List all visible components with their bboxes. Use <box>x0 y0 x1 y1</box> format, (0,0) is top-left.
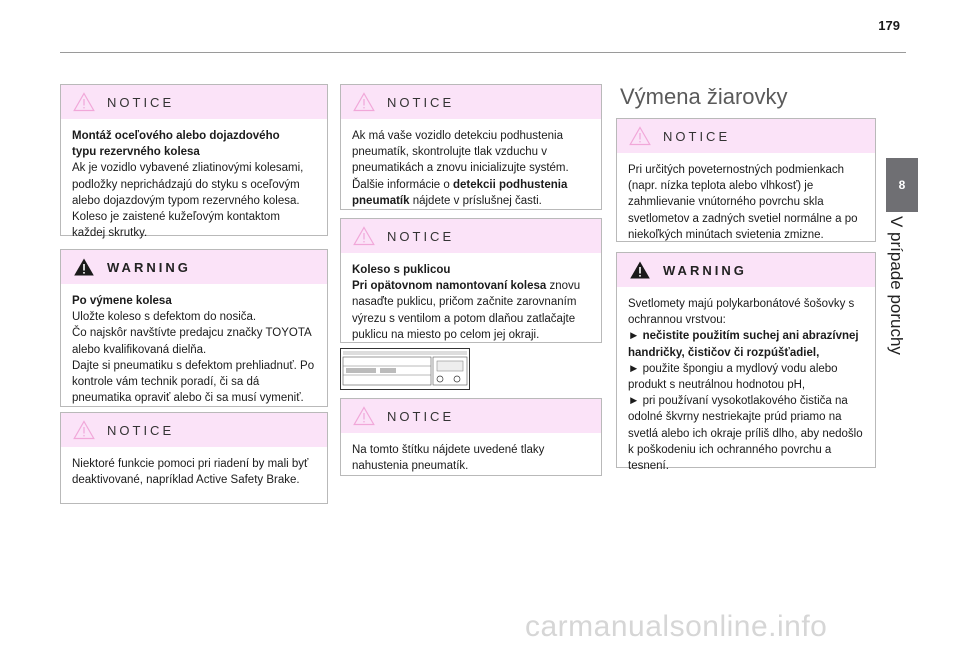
warning-text: Uložte koleso s defektom do nosiča. <box>72 311 257 324</box>
warning-box <box>60 249 328 407</box>
notice-box <box>340 218 602 343</box>
watermark: carmanualsonline.info <box>525 610 828 643</box>
notice-text: znovu nasaďte puklicu, pričom začnite zarovnaním výrezu s ventilom a potom dlaňou zatlačajte puklicu na miesto po celom jej okraji. <box>352 280 581 341</box>
warning-bullet: nečistite použitím suchej ani abrazívnej handričky, čističov či rozpúšťadiel, <box>628 330 859 359</box>
warning-bullet: pri používaní vysokotlakového čističa na odolné škvrny nestriekajte prúd priamo na svetlá alebo ich okraje príliš dlho, aby nedošlo k poškodeniu ich ochranného povrchu a tesnení. <box>628 395 863 473</box>
tire-pressure-label-image <box>340 348 470 390</box>
top-rule <box>60 52 906 53</box>
notice-triangle-icon <box>629 126 651 146</box>
notice-triangle-icon <box>353 406 375 426</box>
notice-box <box>340 84 602 210</box>
bullet-arrow-icon: ► <box>628 330 643 343</box>
notice-label: NOTICE <box>107 94 175 110</box>
warning-triangle-icon <box>73 257 95 277</box>
warning-heading: Po výmene kolesa <box>72 295 172 307</box>
warning-header <box>61 250 327 284</box>
bullet-arrow-icon: ► <box>628 395 643 408</box>
chapter-title <box>887 216 922 366</box>
chapter-title-text: V prípade poruchy <box>887 216 906 355</box>
warning-text: Dajte si pneumatiku s defektom prehliadnuť. Po kontrole vám technik poradí, či sa dá pneumatika opraviť alebo či sa musí vymeniť. <box>72 359 315 405</box>
notice-heading: Koleso s puklicou <box>352 264 451 276</box>
notice-text: nájdete v príslušnej časti. <box>409 194 542 207</box>
notice-text: Na tomto štítku nájdete uvedené tlaky nahustenia pneumatík. <box>352 444 545 473</box>
warning-bullet: použite špongiu a mydlový vodu alebo produkt s neutrálnou hodnotou pH, <box>628 362 838 392</box>
warning-box <box>616 252 876 473</box>
warning-header <box>617 253 875 287</box>
notice-triangle-icon <box>73 92 95 112</box>
notice-header <box>61 413 327 447</box>
notice-lead: Pri opätovnom namontovaní kolesa <box>352 280 547 293</box>
notice-triangle-icon <box>73 420 95 440</box>
notice-triangle-icon <box>353 92 375 112</box>
notice-link-text: detekcii podhustenia pneumatík <box>352 178 568 207</box>
chapter-tab[interactable]: 8 <box>886 158 918 212</box>
notice-box <box>60 412 328 504</box>
notice-header <box>61 85 327 119</box>
notice-header <box>341 399 601 433</box>
notice-header <box>341 219 601 253</box>
warning-label: WARNING <box>663 262 747 278</box>
warning-text: Čo najskôr navštívte predajcu značky TOYOTA alebo kvalifikovaná dielňa. <box>72 327 312 356</box>
section-title: Výmena žiarovky <box>620 84 788 109</box>
notice-label: NOTICE <box>387 94 455 110</box>
notice-box <box>60 84 328 240</box>
notice-heading: typu rezervného kolesa <box>72 146 200 159</box>
notice-box <box>340 398 602 476</box>
notice-text: Ak má vaše vozidlo detekciu podhustenia pneumatík, skontrolujte tlak vzduchu v pneumatikách a znovu inicializujte systém. Ďalšie informácie o <box>352 130 569 191</box>
notice-text: Niektoré funkcie pomoci pri riadení by mali byť deaktivované, napríklad Active Safety Brake. <box>72 458 309 487</box>
warning-text: Svetlomety majú polykarbonátové šošovky s ochrannou vrstvou: <box>628 298 855 327</box>
notice-label: NOTICE <box>663 128 731 144</box>
notice-label: NOTICE <box>387 408 455 424</box>
notice-header <box>617 119 875 153</box>
notice-triangle-icon <box>353 226 375 246</box>
bullet-arrow-icon: ► <box>628 362 643 375</box>
warning-label: WARNING <box>107 259 191 275</box>
notice-box <box>616 118 876 242</box>
page-number: 179 <box>878 18 900 33</box>
notice-label: NOTICE <box>107 422 175 438</box>
notice-label: NOTICE <box>387 228 455 244</box>
notice-header <box>341 85 601 119</box>
notice-text: Pri určitých poveternostných podmienkach (napr. nízka teplota alebo vlhkosť) je zahmlievanie vnútorného povrchu skla svetlometov a zadných svetiel normálne a po niekoľkých minútach svietenia zmizne. <box>628 164 858 241</box>
warning-triangle-icon <box>629 260 651 280</box>
notice-heading: Montáž oceľového alebo dojazdového <box>72 130 280 142</box>
notice-text: Ak je vozidlo vybavené zliatinovými kolesami, podložky neprichádzajú do styku s oceľovým alebo dojazdovým typom rezervného kolesa. Koleso je zaistené kužeľovým kontaktom každej skrutky. <box>72 162 304 240</box>
